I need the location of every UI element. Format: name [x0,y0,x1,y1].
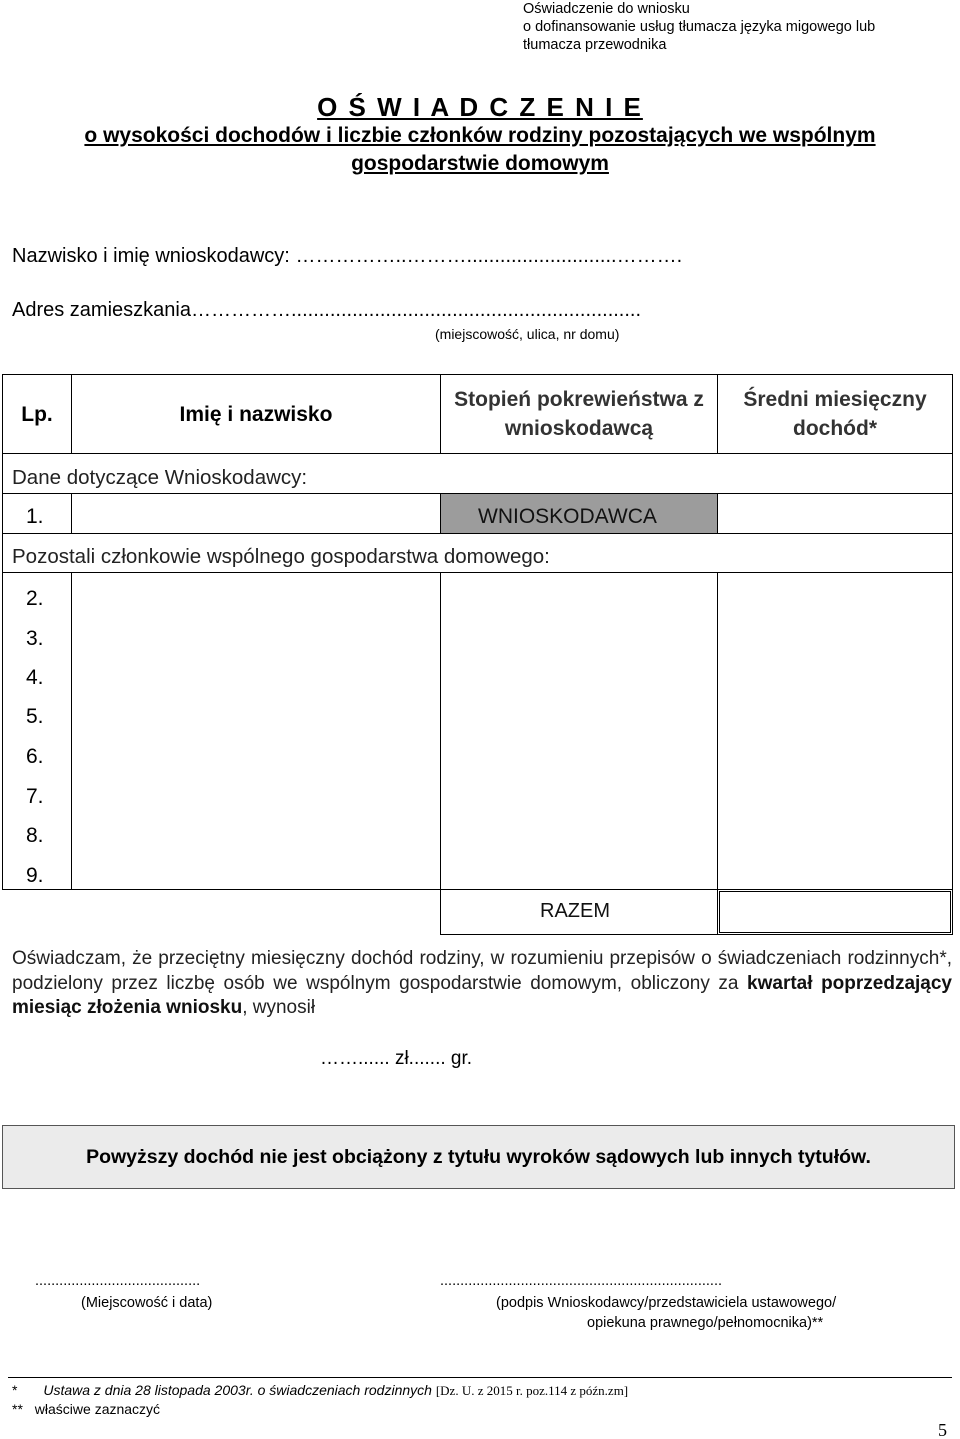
total-income-cell[interactable] [717,889,953,935]
footnote-1-mark: * [12,1382,18,1398]
address-field[interactable] [12,299,641,322]
applicant-label: WNIOSKODAWCA [478,505,657,528]
applicant-name-cell[interactable] [71,493,441,534]
document-subtitle: o wysokości dochodów i liczbie członków rodziny pozostających we wspólnym gospodarstwie domowym [84,124,876,175]
header-lp-text: Lp. [21,402,53,426]
no-encumbrance-text: Powyższy dochód nie jest obciążony z tytułu wyroków sądowych lub innych tytułów. [86,1145,871,1168]
footnote-1 [12,1382,628,1399]
others-section-label: Pozostali członkowie wspólnego gospodarstwa domowego: [12,545,550,568]
header-income-text: Średni miesięczny dochód* [743,388,927,440]
footnote-1-reference: [Dz. U. z 2015 r. poz.114 z późn.zm] [435,1383,629,1398]
applicant-name-field[interactable] [12,245,682,268]
signature-caption-line-2: opiekuna prawnego/pełnomocnika)** [587,1315,824,1331]
applicant-section-label: Dane dotyczące Wnioskodawcy: [12,466,308,489]
others-relation-column[interactable] [440,572,718,890]
address-dots: ……………............................................................... [190,299,642,321]
applicant-row-number: 1. [26,505,44,528]
declaration-bold-period: kwartał poprzedzający miesiąc złożenia wniosku [12,972,952,1018]
page-number: 5 [938,1420,947,1439]
applicant-name-label: Nazwisko i imię wnioskodawcy: [12,245,290,267]
header-income [717,374,953,454]
document-title: O Ś W I A D C Z E N I E [317,92,643,122]
others-income-column[interactable] [717,572,953,890]
total-label: RAZEM [540,900,610,922]
row-number-7: 7. [26,785,44,808]
row-number-5: 5. [26,705,44,728]
others-name-column[interactable] [71,572,441,890]
applicant-income-cell[interactable] [717,493,953,534]
attachment-note-line-2: o dofinansowanie usług tłumacza języka migowego lub [523,19,876,35]
footnote-2 [12,1401,160,1417]
header-lp [2,374,72,454]
row-number-4: 4. [26,666,44,689]
no-encumbrance-statement [2,1125,955,1189]
attachment-note [523,0,943,54]
address-label: Adres zamieszkania [12,299,191,321]
place-date-dots[interactable]: ......................................... [35,1273,201,1289]
applicant-name-dots: ……………..………...........................………. [295,245,683,267]
header-relation-text: Stopień pokrewieństwa z wnioskodawcą [454,388,704,440]
footnote-2-text: właściwe zaznaczyć [34,1401,161,1417]
declaration-paragraph [12,947,952,1021]
row-number-9: 9. [26,864,44,887]
row-number-6: 6. [26,745,44,768]
attachment-note-line-3: tłumacza przewodnika [523,37,667,53]
footnote-1-act: Ustawa z dnia 28 listopada 2003r. o świadczeniach rodzinnych [43,1382,432,1398]
row-number-2: 2. [26,587,44,610]
signature-caption-line-1: (podpis Wnioskodawcy/przedstawiciela ustawowego/ [496,1295,837,1311]
address-caption: (miejscowość, ulica, nr domu) [435,326,620,342]
row-number-3: 3. [26,627,44,650]
signature-dots[interactable]: ...................................................................... [440,1273,722,1289]
header-name-text: Imię i nazwisko [179,402,333,426]
declaration-amount[interactable]: ……...... zł....... gr. [320,1048,473,1069]
place-date-caption: (Miejscowość i data) [81,1295,213,1311]
header-name [71,374,441,454]
footnote-divider [8,1377,952,1378]
attachment-note-line-1: Oświadczenie do wniosku [523,1,690,17]
declaration-text-1: Oświadczam, że przeciętny miesięczny dochód rodziny, w rozumieniu przepisów o świadczeniach rodzinnych*, podzielony przez liczbę osób we wspólnym gospodarstwie domowym, obliczony za [12,948,952,994]
footnote-2-mark: ** [12,1401,23,1417]
declaration-text-2: , wynosił [242,997,316,1018]
row-number-8: 8. [26,824,44,847]
header-relation [440,374,718,454]
